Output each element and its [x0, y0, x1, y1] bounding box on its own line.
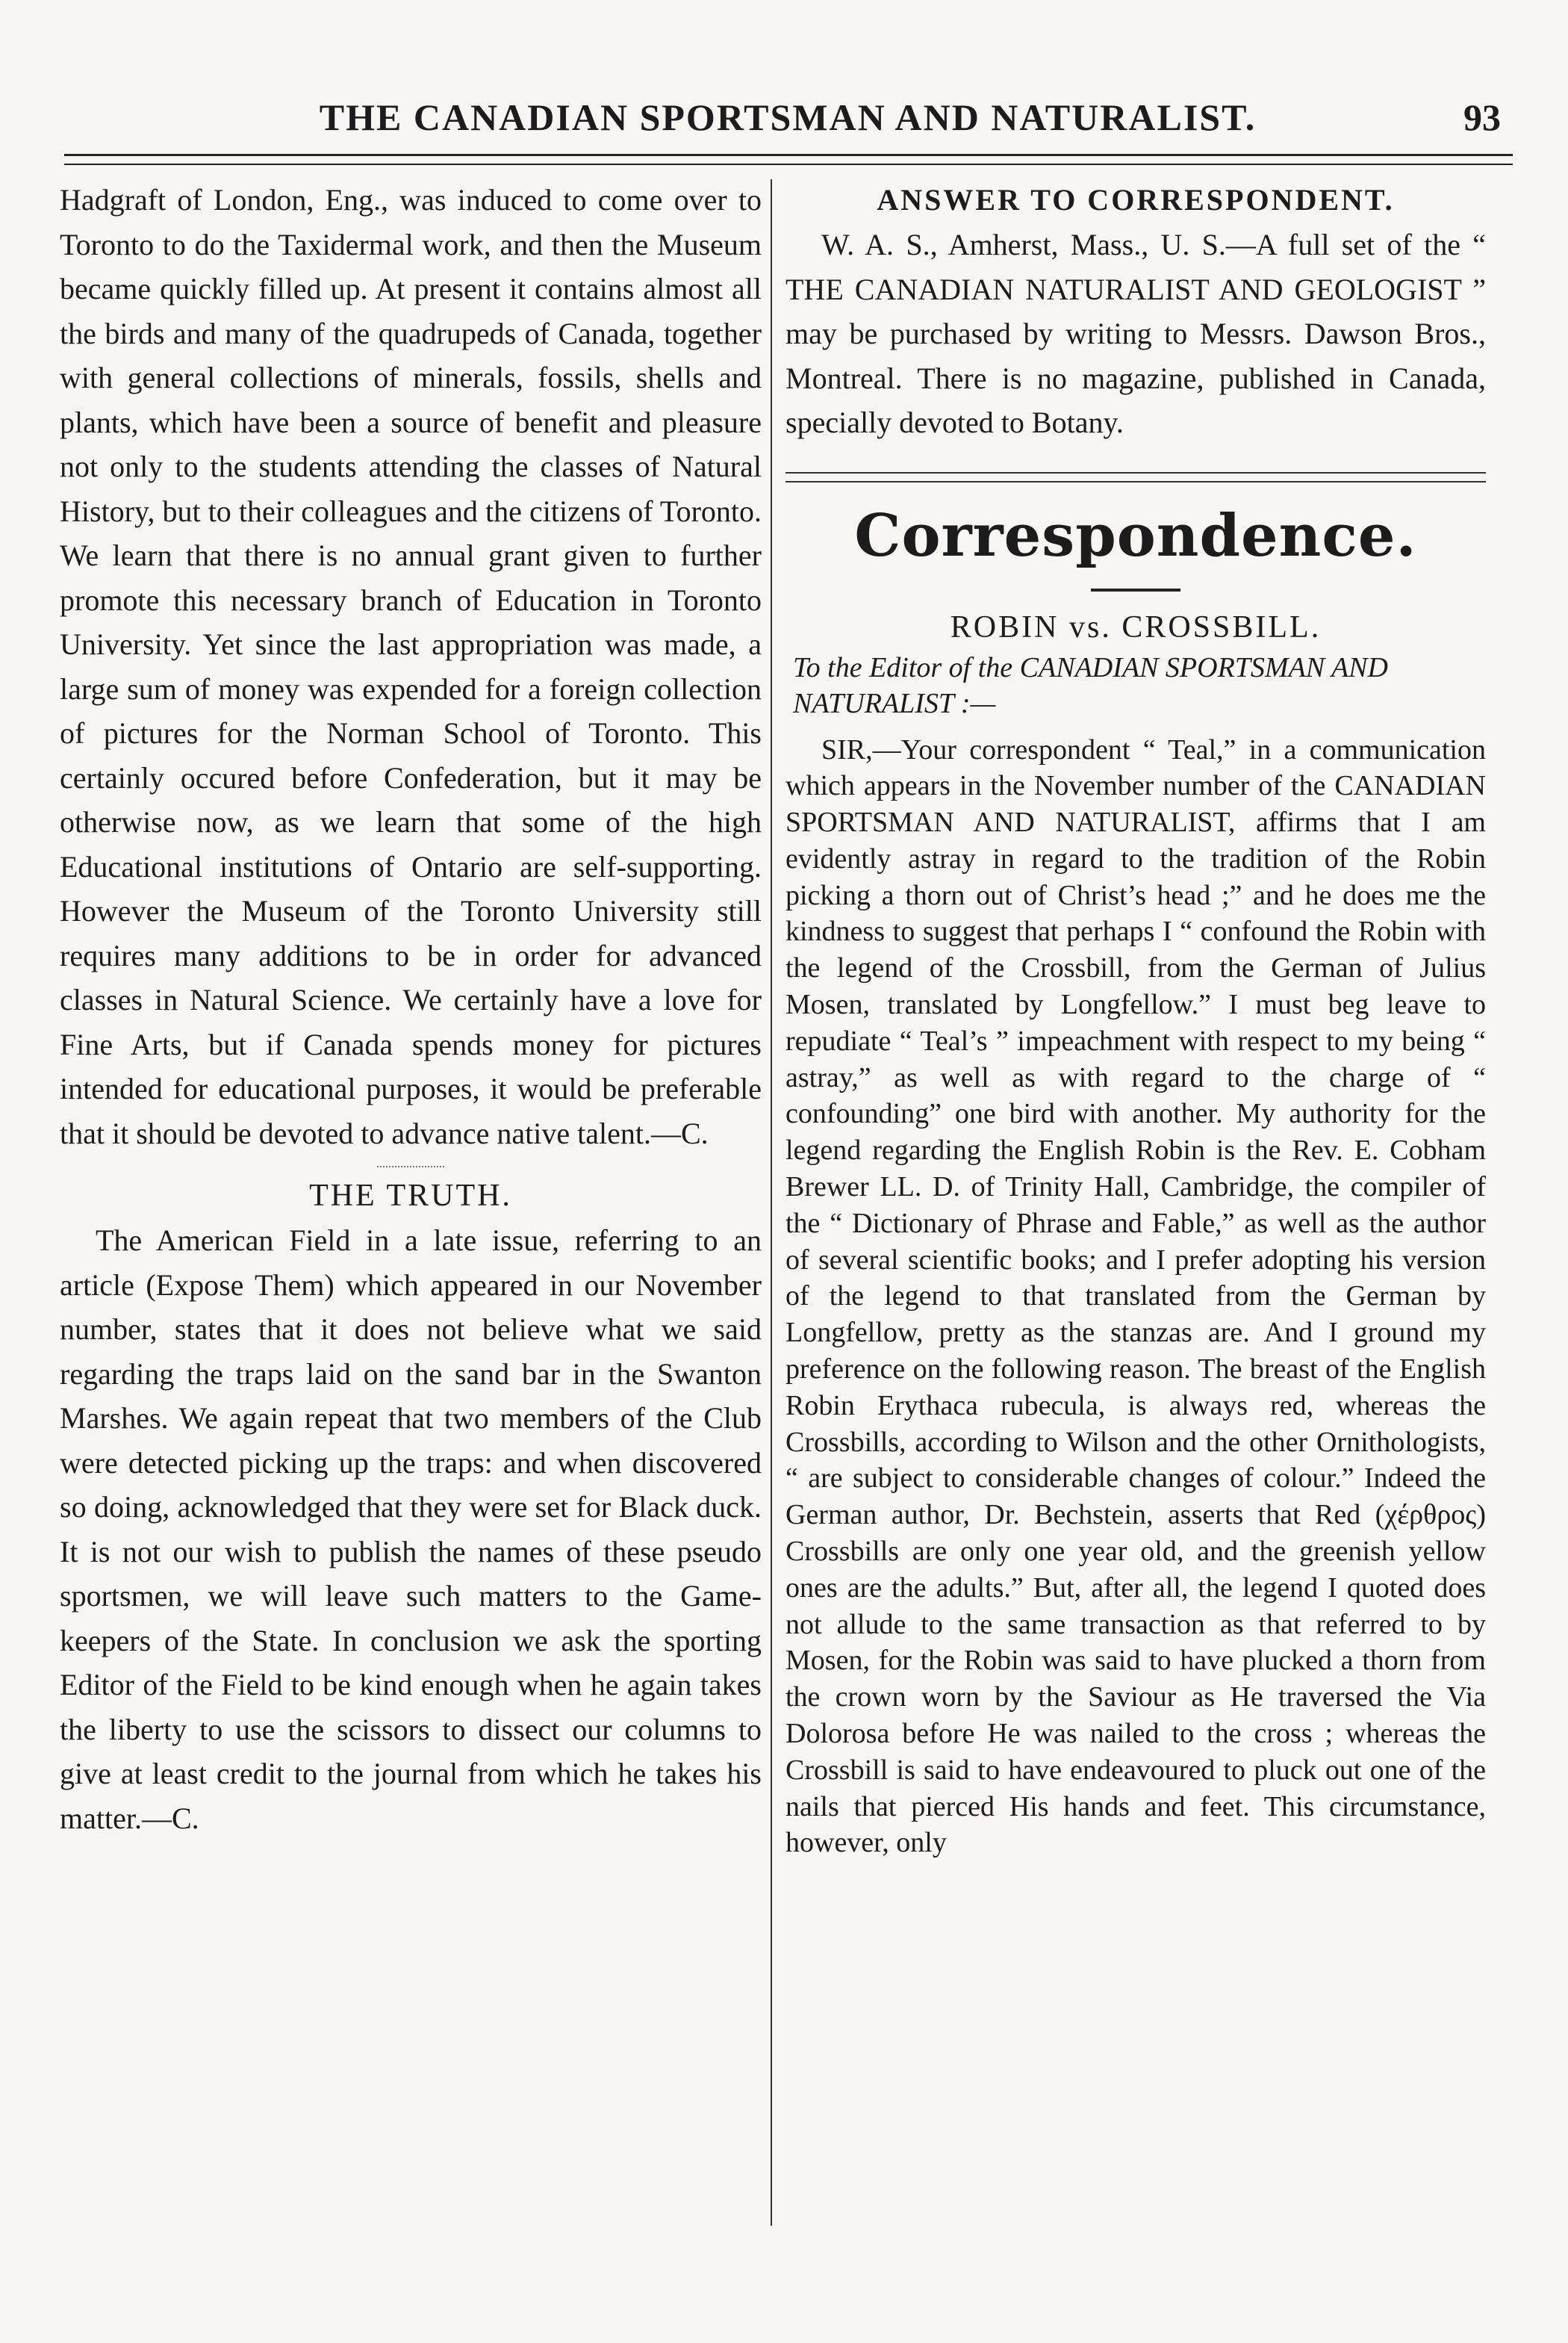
right-column: [785, 178, 1486, 1861]
title-underline: [1091, 589, 1180, 592]
running-head: [60, 88, 1516, 148]
section-separator: [377, 1166, 444, 1167]
running-title: THE CANADIAN SPORTSMAN AND NATURALIST.: [319, 96, 1257, 138]
letter-heading: ROBIN vs. CROSSBILL.: [950, 609, 1322, 645]
letter-address: To the Editor of the CANADIAN SPORTSMAN AND NATURALIST :—: [793, 651, 1388, 719]
column-divider: [771, 179, 772, 2226]
header-rule: [64, 154, 1513, 165]
truth-paragraph: The American Field in a late issue, referring to an article (Expose Them) which appeared in our November number, states that it does not believe what we said regarding the traps laid on the sand bar in the Swanton Marshes. We again repeat that two members of the Club were detected picking up the traps: and when discovered so doing, acknowledged that they were set for Black duck. It is not our wish to publish the names of these pseudo sportsmen, we will leave such matters to the Game-keepers of the State. In conclusion we ask the sporting Editor of the Field to be kind enough when he again takes the liberty to use the scissors to dissect our columns to give at least credit to the journal from which he takes his matter.—C.: [60, 1223, 762, 1835]
letter-body: SIR,—Your correspondent “ Teal,” in a communication which appears in the November number of the CANADIAN SPORTSMAN AND NATURALIST, affirms that I am evidently astray in regard to the tradition of the Robin picking a thorn out of Christ’s head ;” and he does me the kindness to suggest that perhaps I “ confound the Robin with the legend of the Crossbill, from the German of Julius Mosen, translated by Longfellow.” I must beg leave to repudiate “ Teal’s ” impeachment with respect to my being “ astray,” as well as with regard to the charge of “ confounding” one bird with another. My authority for the legend regarding the English Robin is the Rev. E. Cobham Brewer LL. D. of Trinity Hall, Cambridge, the compiler of the “ Dictionary of Phrase and Fable,” as well as the author of several scientific books; and I prefer adopting his version of the legend to that translated from the German by Longfellow, pretty as the stanzas are. And I ground my preference on the following reason. The breast of the English Robin Erythaca rubecula, is always red, whereas the Crossbills, according to Wilson and the other Ornithologists, “ are subject to considerable changes of colour.” Indeed the German author, Dr. Bechstein, asserts that Red (χέρθρος) Crossbills are only one year old, and the greenish yellow ones are the adults.” But, after all, the legend I quoted does not allude to the same transaction as that referred to by Mosen, for the Robin was said to have plucked a thorn from the crown worn by the Saviour as He traversed the Via Dolorosa before He was nailed to the cross ; whereas the Crossbill is said to have endeavoured to pluck out one of the nails that pierced His hands and feet. This circumstance, however, only: [785, 733, 1486, 1859]
museum-paragraph: Hadgraft of London, Eng., was induced to come over to Toronto to do the Taxidermal work, and then the Museum became quickly filled up. At present it contains almost all the birds and many of the quadrupeds of Canada, together with general collections of minerals, fossils, shells and plants, which have been a source of benefit and pleasure not only to the students attending the classes of Natural History, but to their colleagues and the citizens of Toronto. We learn that there is no annual grant given to further promote this necessary branch of Education in Toronto University. Yet since the last appropriation was made, a large sum of money was expended for a foreign collection of pictures for the Norman School of Toronto. This certainly occured before Confederation, but it may be otherwise now, as we learn that some of the high Educational institutions of Ontario are self-supporting. However the Museum of the Toronto University still requires many additions to be in order for advanced classes in Natural Science. We certainly have a love for Fine Arts, but if Canada spends money for pictures intended for educational purposes, it would be preferable that it should be devoted to advance native talent.—C.: [60, 183, 762, 1150]
correspondence-title: Correspondence.: [854, 501, 1417, 570]
left-column: [60, 178, 762, 1840]
page-number: 93: [1463, 96, 1501, 138]
answer-paragraph: W. A. S., Amherst, Mass., U. S.—A full set of the “ THE CANADIAN NATURALIST AND GEOLOGIST ” may be purchased by writing to Messrs. Dawson Bros., Montreal. There is no magazine, published in Canada, specially devoted to Botany.: [785, 228, 1486, 439]
section-rule: [785, 472, 1486, 482]
answer-heading: ANSWER TO CORRESPONDENT.: [877, 183, 1395, 217]
truth-heading: THE TRUTH.: [309, 1179, 512, 1213]
